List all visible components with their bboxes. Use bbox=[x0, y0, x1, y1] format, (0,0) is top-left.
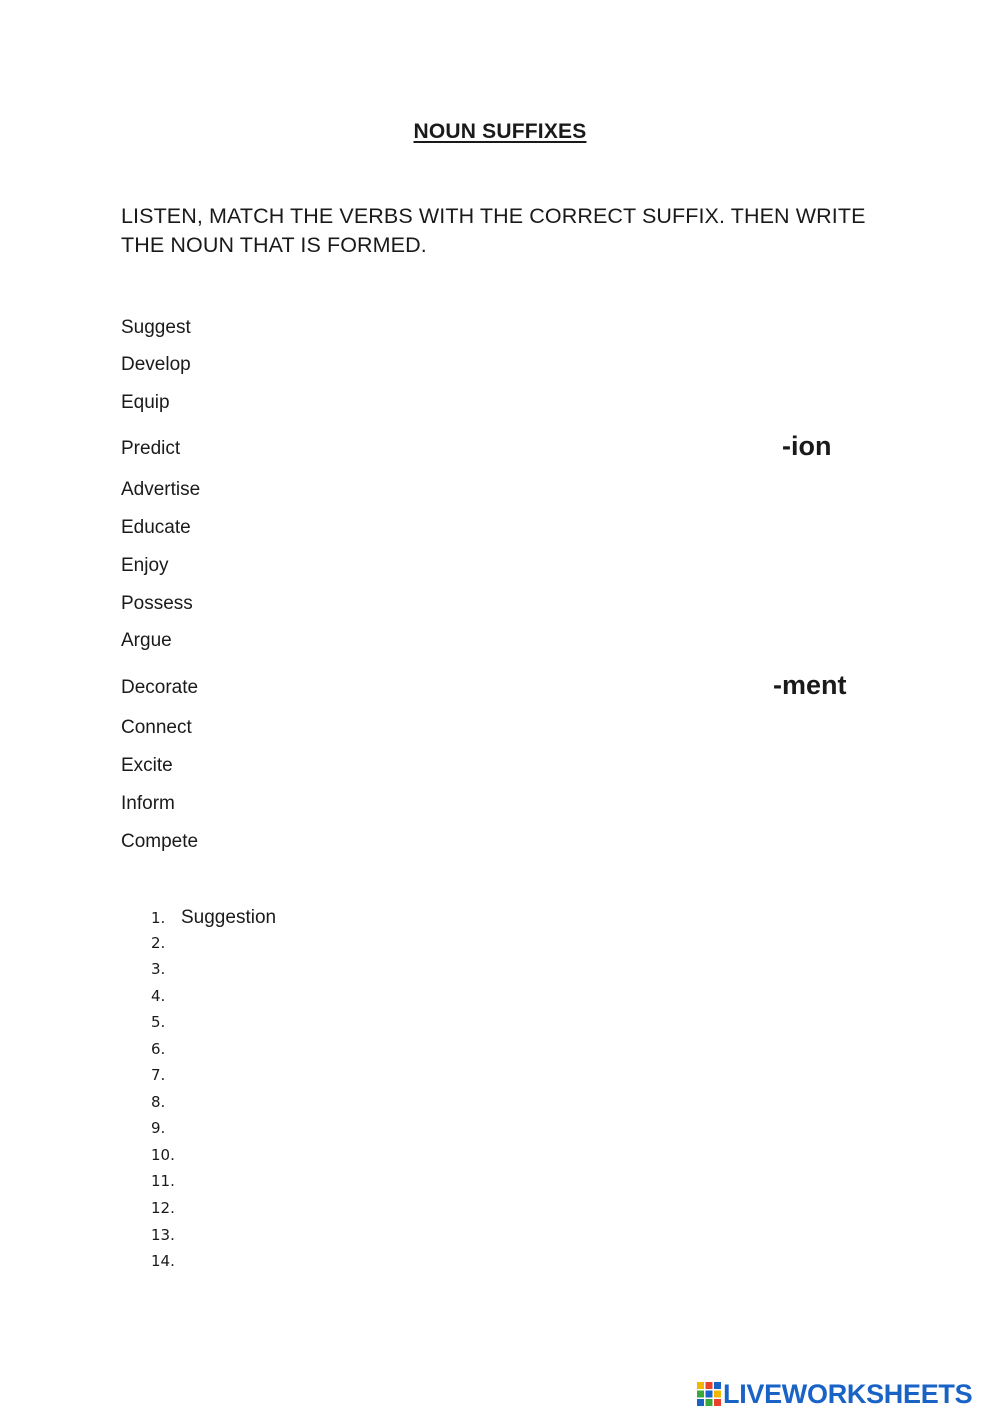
suffix-ment: -ment bbox=[773, 670, 847, 700]
verb-item: Connect bbox=[121, 717, 192, 738]
verb-item: Develop bbox=[121, 354, 191, 375]
verb-item: Inform bbox=[121, 793, 175, 814]
verb-item: Suggest bbox=[121, 317, 191, 338]
answer-number: 14. bbox=[151, 1252, 175, 1270]
answer-number: 12. bbox=[151, 1199, 175, 1217]
answer-number: 5. bbox=[151, 1013, 166, 1031]
answer-number: 6. bbox=[151, 1040, 166, 1058]
verb-item: Decorate bbox=[121, 677, 199, 698]
verb-item: Possess bbox=[121, 593, 193, 614]
answer-text: Suggestion bbox=[181, 907, 277, 928]
verb-item: Educate bbox=[121, 517, 191, 538]
answer-number: 2. bbox=[151, 934, 166, 952]
answer-number: 9. bbox=[151, 1119, 166, 1137]
page-title: NOUN SUFFIXES bbox=[413, 120, 587, 143]
verb-item: Argue bbox=[121, 630, 172, 651]
liveworksheets-brand[interactable] bbox=[697, 1379, 972, 1409]
verb-item: Enjoy bbox=[121, 555, 169, 576]
liveworksheets-logo-icon bbox=[697, 1382, 721, 1406]
answer-number: 4. bbox=[151, 987, 166, 1005]
brand-name: LIVEWORKSHEETS bbox=[723, 1379, 973, 1409]
answer-number: 8. bbox=[151, 1093, 166, 1111]
verb-item: Advertise bbox=[121, 479, 201, 500]
verb-item: Predict bbox=[121, 438, 181, 459]
answer-number: 11. bbox=[151, 1172, 175, 1190]
verb-item: Excite bbox=[121, 755, 173, 776]
suffix-ion: -ion bbox=[782, 431, 832, 461]
answer-number: 10. bbox=[151, 1146, 175, 1164]
answer-number: 1. bbox=[151, 909, 166, 927]
answer-number: 7. bbox=[151, 1066, 166, 1084]
answer-number: 3. bbox=[151, 960, 166, 978]
verb-item: Compete bbox=[121, 831, 199, 852]
instructions: LISTEN, MATCH THE VERBS WITH THE CORRECT SUFFIX. THEN WRITE THE NOUN THAT IS FORMED. bbox=[121, 204, 866, 257]
verb-item: Equip bbox=[121, 392, 170, 413]
answer-number: 13. bbox=[151, 1226, 175, 1244]
